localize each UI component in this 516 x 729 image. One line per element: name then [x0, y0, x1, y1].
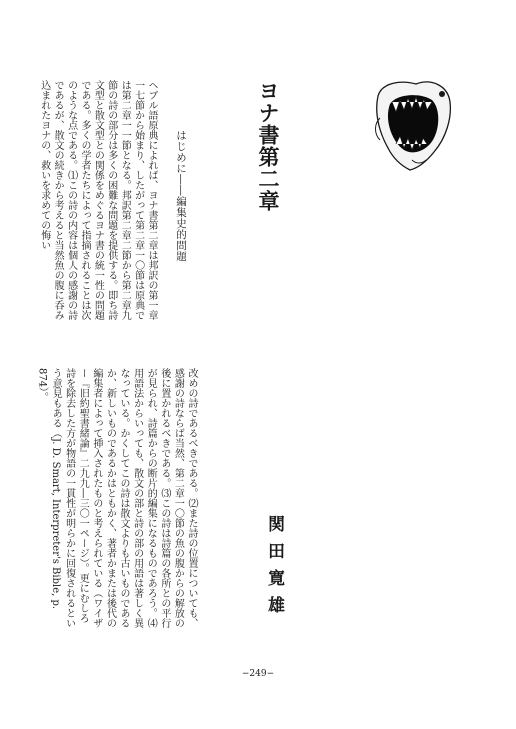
fish-mouth-icon — [372, 78, 454, 172]
section-heading: はじめに――編集史的問題 — [175, 130, 187, 262]
page-number: −249− — [241, 669, 275, 679]
author-name: 関田寛雄 — [264, 515, 284, 623]
body-text-lower: 改めの詩であるべきである。⑵また詩の位置についても、感謝の詩ならば当然、第二章一〇節の魚の腹からの解放の後に置かれるべきである。⑶この詩は詩篇の各所との平行が見られ、詩篇からの断片的編集になるものであろう。⑷用語法からいっても、散文の部と詩の部の用語は著しく異なっている。かくしてこの詩は散文よりも古いものであるか、新しいものであるかはともかく、著者かまたは後代の編集者によって挿入されたものと考えられている（ワイザー『旧約聖書緒論』二九九―三〇一ページ）。更にむしろ詩を除去した方が物語の一貫性が明らかに回復されるという意見もある（J. D. Smart, Interpreter's Bible, p. 874）。 — [36, 368, 197, 628]
article-title: ヨナ書第二章 — [256, 80, 281, 212]
body-text-upper: ヘブル語原典によれば、ヨナ書第二章は邦訳の第一章一七節から始まり、したがって第二章一〇節は原典では第二章一一節となる。邦訳第二章二節から第二章九節の詩の部分は多くの困難な問題を提供する。即ち詩文型と散文型との関係をめぐるヨナ書の統一性の問題である。多くの学者たちによって指摘されることは次のような点である。⑴この詩の内容は個人の感謝の詩であるが、散文の続きから考えると当然魚の腹に呑み込まれたヨナの、救いを求めての悔い — [38, 80, 157, 320]
